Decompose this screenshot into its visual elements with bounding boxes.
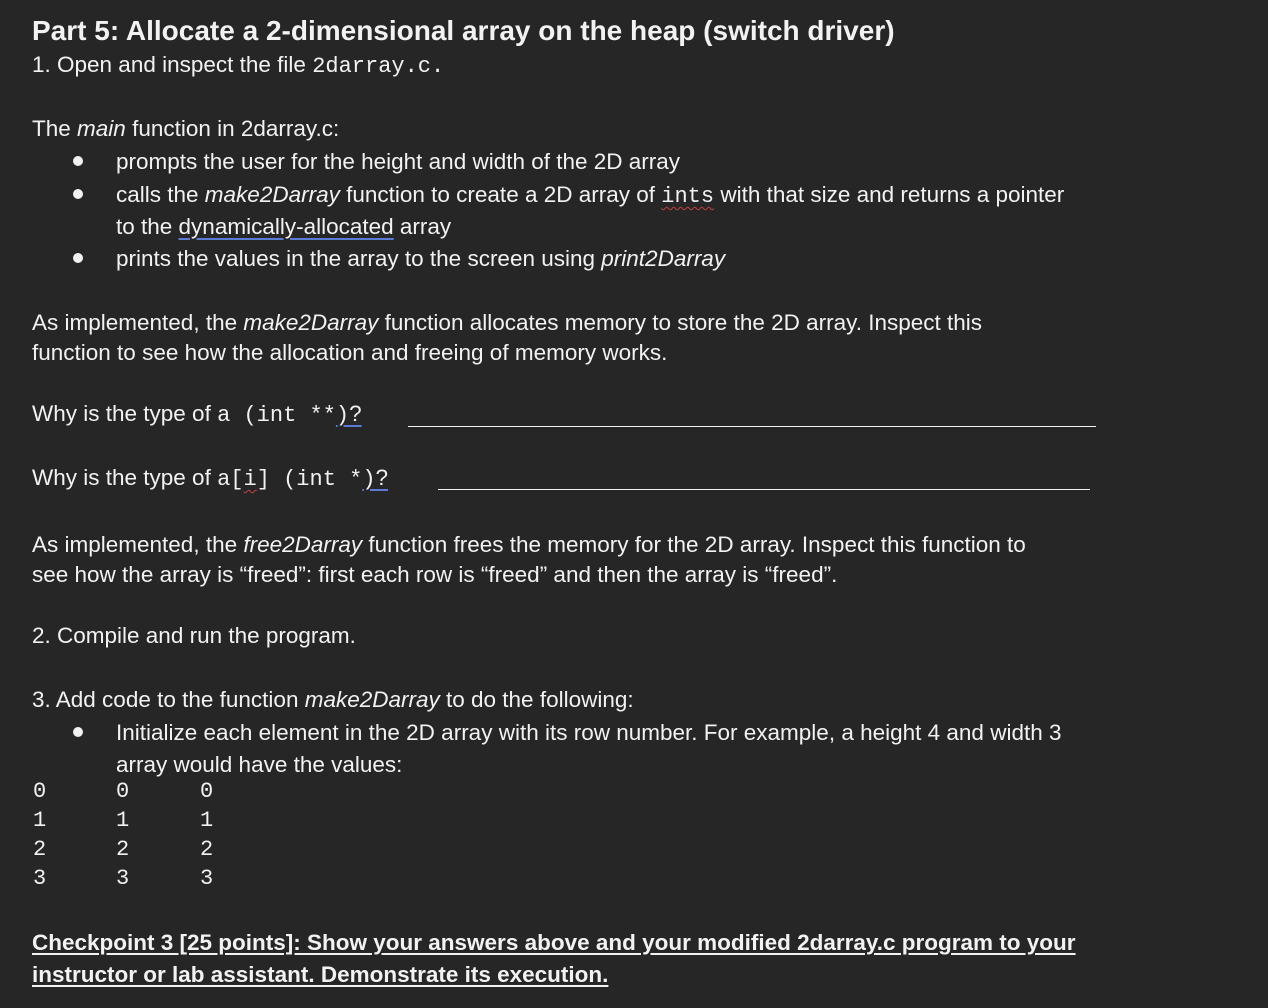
step-3: 3. Add code to the function make2Darray to do the following: — [32, 687, 634, 712]
step-1-period: . — [431, 54, 445, 79]
main-bullet-1: prompts the user for the height and width of the 2D array — [116, 149, 681, 174]
make2darray-name: make2Darray — [204, 182, 340, 207]
print2darray-name: print2Darray — [601, 246, 726, 271]
main-bullet-2-cont: to the dynamically-allocated array — [116, 214, 452, 239]
value-cell: 2 — [116, 837, 130, 862]
bullet-icon — [73, 253, 83, 263]
main-intro: The main function in 2darray.c: — [32, 116, 340, 141]
free-paragraph: As implemented, the free2Darray function frees the memory for the 2D array. Inspect this function to — [32, 532, 1026, 557]
value-cell: 1 — [116, 808, 130, 833]
value-cell: 1 — [200, 808, 214, 833]
checkpoint-text: Checkpoint 3 [25 points]: Show your answers above and your modified 2darray.c program to your — [32, 930, 1076, 955]
value-cell: 0 — [33, 779, 47, 804]
value-cell: 3 — [200, 866, 214, 891]
ints-code: ints — [661, 184, 715, 209]
value-cell: 1 — [33, 808, 47, 833]
question-2: Why is the type of a[i] (int *)? — [32, 465, 389, 492]
main-bullet-3: prints the values in the array to the screen using print2Darray — [116, 246, 726, 271]
filename-code: 2darray.c — [312, 54, 432, 79]
step-3-bullet-cont: array would have the values: — [116, 752, 403, 777]
make-paragraph-cont: function to see how the allocation and freeing of memory works. — [32, 340, 668, 365]
section-title: Part 5: Allocate a 2-dimensional array on the heap (switch driver) — [32, 15, 895, 46]
make-paragraph: As implemented, the make2Darray function allocates memory to store the 2D array. Inspect this — [32, 310, 983, 335]
value-cell: 0 — [200, 779, 214, 804]
bullet-icon — [73, 156, 83, 166]
value-cell: 3 — [33, 866, 47, 891]
step-2: 2. Compile and run the program. — [32, 623, 356, 648]
step-3-bullet: Initialize each element in the 2D array with its row number. For example, a height 4 and width 3 — [116, 720, 1062, 745]
main-bullet-2: calls the make2Darray function to create a 2D array of ints with that size and returns a pointer — [116, 182, 1065, 209]
question-1: Why is the type of a (int **)? — [32, 401, 362, 428]
bullet-icon — [73, 727, 83, 737]
answer-blank-1[interactable] — [408, 426, 1096, 427]
value-cell: 2 — [33, 837, 47, 862]
step-1-text: 1. Open and inspect the file — [32, 52, 313, 77]
value-cell: 2 — [200, 837, 214, 862]
value-cell: 0 — [116, 779, 130, 804]
checkpoint-text-cont: instructor or lab assistant. Demonstrate its execution. — [32, 962, 609, 987]
bullet-icon — [73, 189, 83, 199]
answer-blank-2[interactable] — [438, 489, 1090, 490]
step-1-line — [32, 50, 444, 82]
dynamically-allocated-word: dynamically-allocated — [178, 214, 394, 239]
value-cell: 3 — [116, 866, 130, 891]
free-paragraph-cont: see how the array is “freed”: first each row is “freed” and then the array is “freed”. — [32, 562, 838, 587]
main-function-name: main — [77, 116, 126, 141]
